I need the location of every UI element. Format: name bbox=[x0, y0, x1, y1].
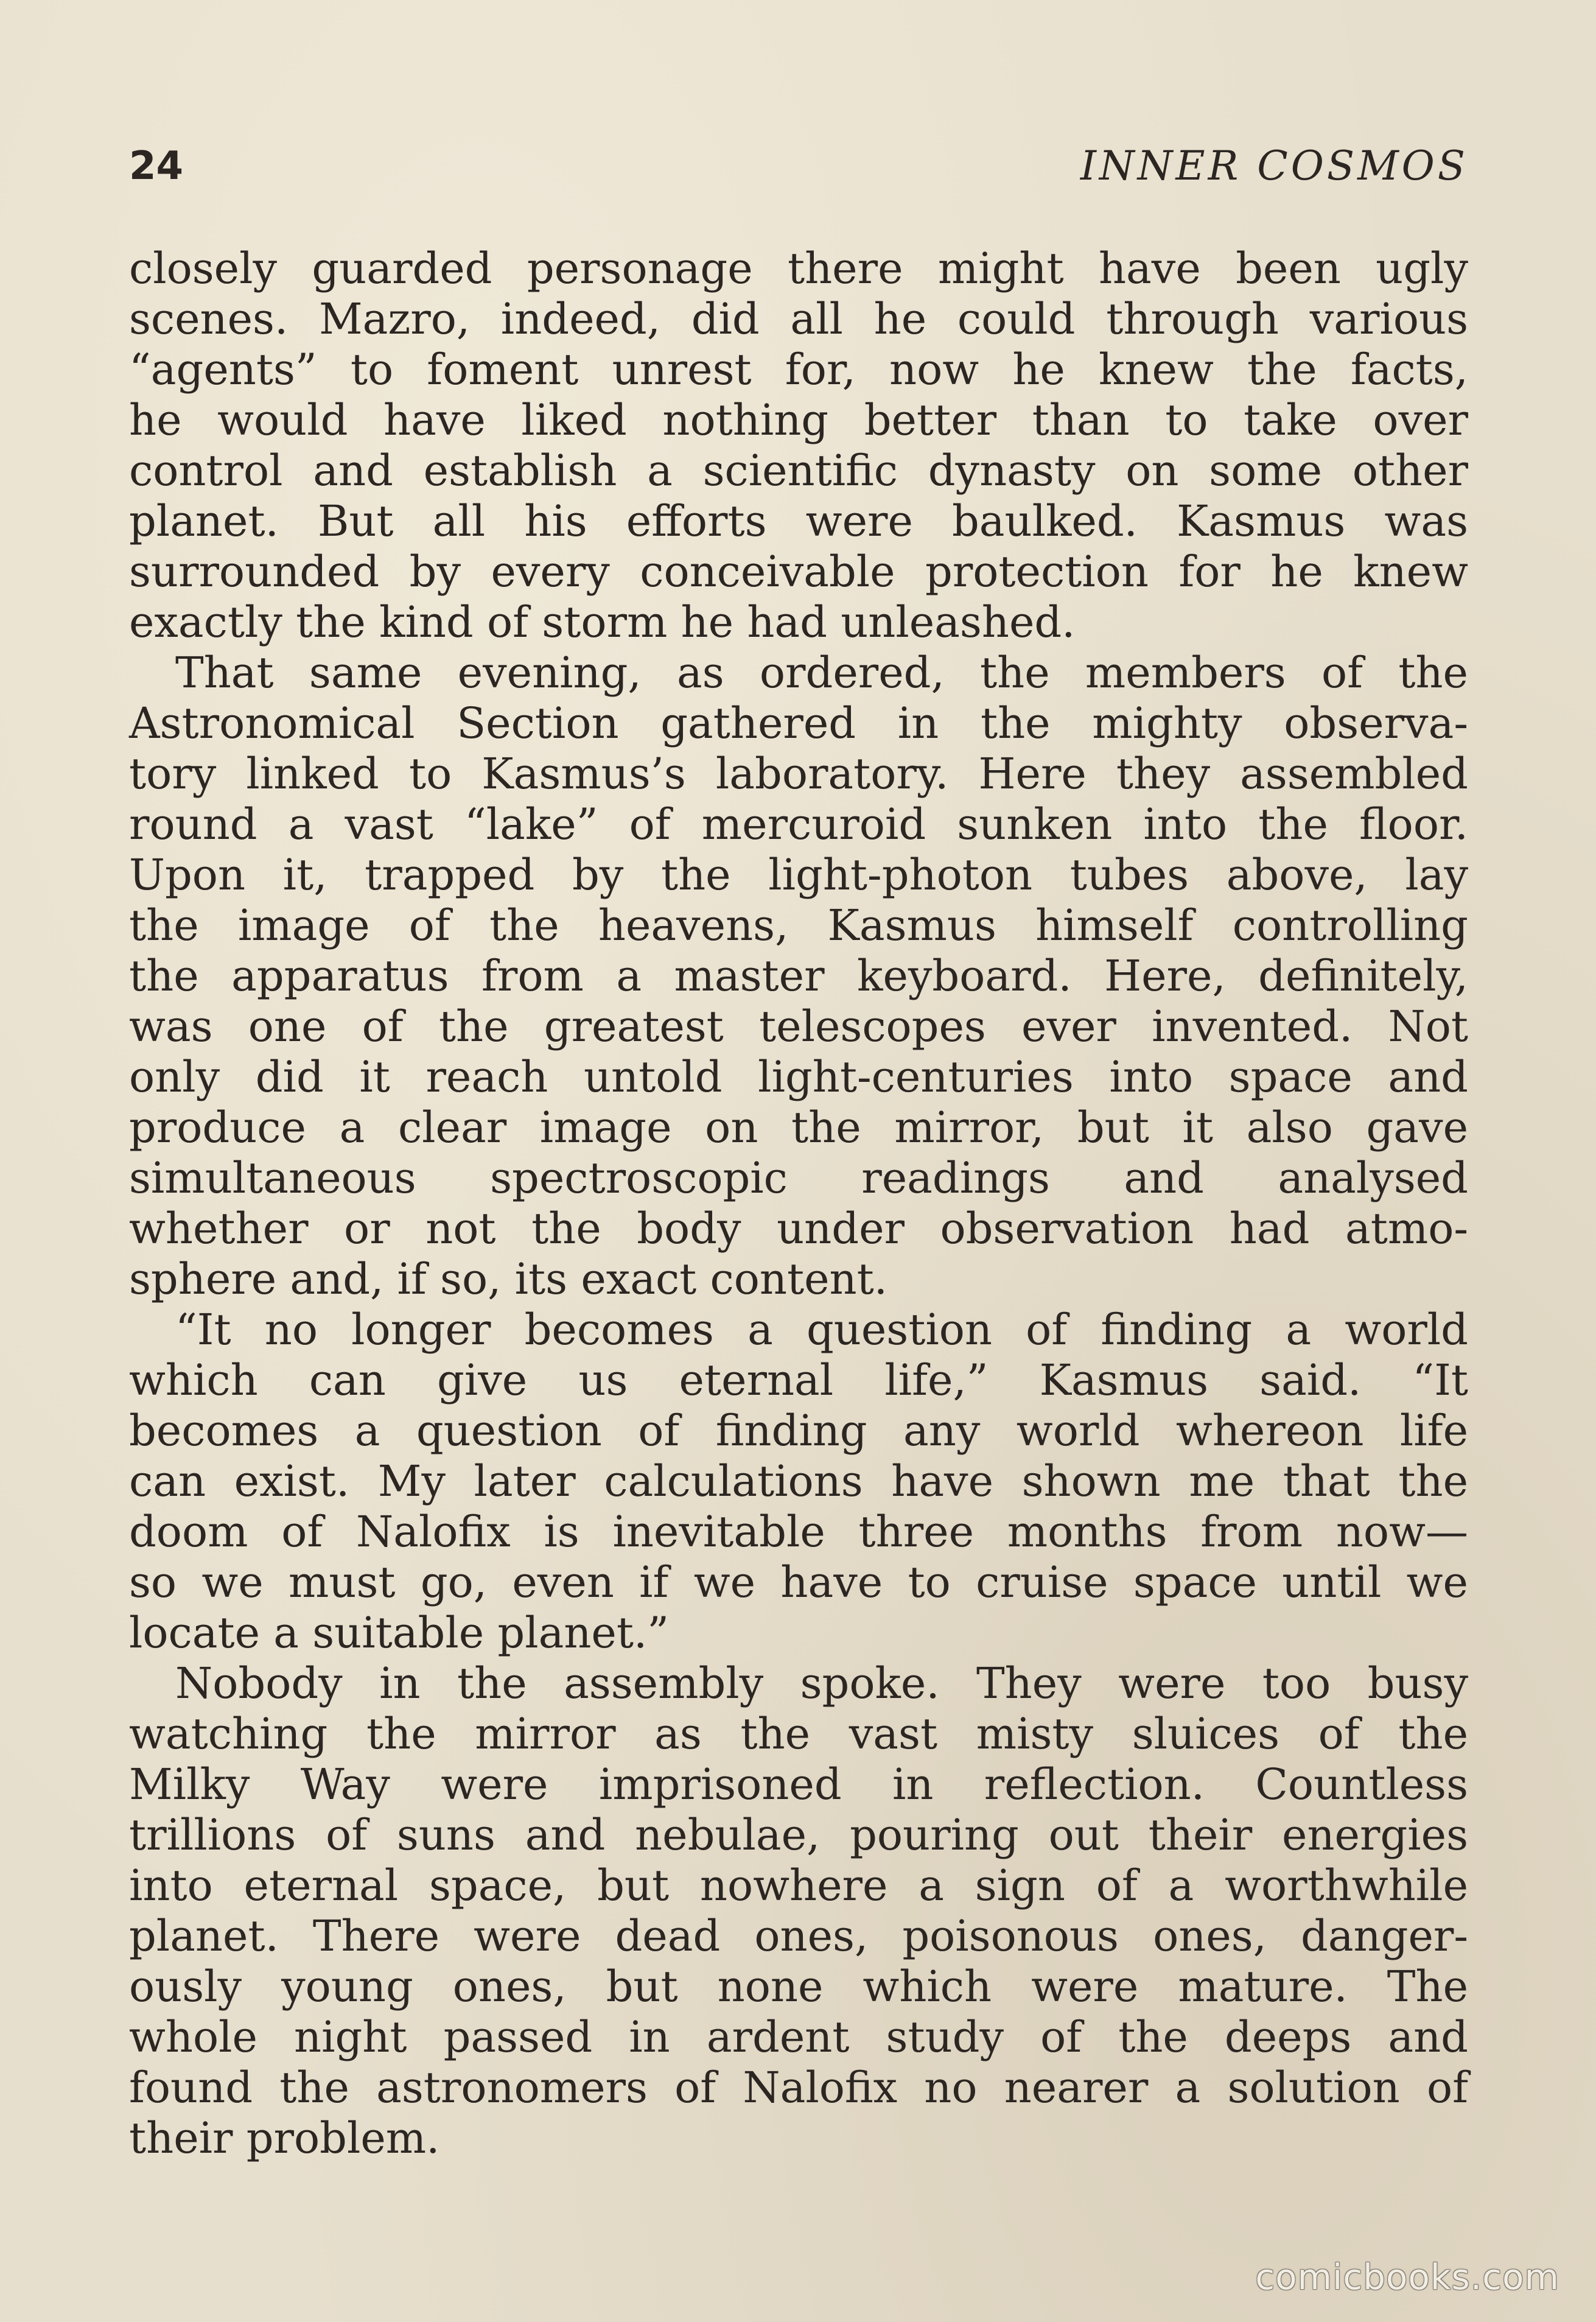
text-line: whole night passed in ardent study of the deeps and bbox=[129, 2012, 1468, 2062]
text-line: Milky Way were imprisoned in reflection. Countless bbox=[129, 1759, 1468, 1809]
text-line: ously young ones, but none which were mature. The bbox=[129, 1962, 1468, 2012]
text-line: which can give us eternal life,” Kasmus said. “It bbox=[129, 1355, 1468, 1405]
text-line: closely guarded personage there might have been ugly bbox=[129, 244, 1468, 293]
text-line: he would have liked nothing better than to take over bbox=[129, 395, 1468, 445]
text-line: found the astronomers of Nalofix no nearer a solution of bbox=[129, 2063, 1468, 2113]
running-title: INNER COSMOS bbox=[1080, 142, 1468, 189]
text-line: That same evening, as ordered, the members of the bbox=[175, 648, 1468, 698]
text-line: planet. There were dead ones, poisonous ones, danger- bbox=[129, 1911, 1468, 1961]
page-number: 24 bbox=[129, 144, 184, 189]
text-line: “agents” to foment unrest for, now he knew the facts, bbox=[129, 345, 1468, 395]
text-line: simultaneous spectroscopic readings and analysed bbox=[129, 1153, 1468, 1203]
text-line: “It no longer becomes a question of finding a world bbox=[175, 1305, 1468, 1355]
text-line: the image of the heavens, Kasmus himself controlling bbox=[129, 900, 1468, 950]
text-line: surrounded by every conceivable protection for he knew bbox=[129, 547, 1468, 597]
running-head bbox=[129, 139, 1468, 194]
text-line: planet. But all his efforts were baulked. Kasmus was bbox=[129, 496, 1468, 546]
text-line: exactly the kind of storm he had unleashed. bbox=[129, 597, 1076, 647]
text-line: locate a suitable planet.” bbox=[129, 1608, 669, 1658]
text-line: can exist. My later calculations have shown me that the bbox=[129, 1456, 1468, 1506]
text-line: trillions of suns and nebulae, pouring out their energies bbox=[129, 1810, 1468, 1860]
text-line: doom of Nalofix is inevitable three months from now— bbox=[129, 1507, 1468, 1557]
text-line: was one of the greatest telescopes ever invented. Not bbox=[129, 1001, 1468, 1051]
watermark: comicbooks.com bbox=[1255, 2256, 1559, 2298]
text-line: Astronomical Section gathered in the mighty observa- bbox=[129, 698, 1468, 748]
text-line: into eternal space, but nowhere a sign of a worthwhile bbox=[129, 1861, 1468, 1910]
text-line: produce a clear image on the mirror, but it also gave bbox=[129, 1103, 1468, 1152]
text-line: tory linked to Kasmus’s laboratory. Here they assembled bbox=[129, 749, 1468, 799]
text-line: Upon it, trapped by the light-photon tubes above, lay bbox=[129, 850, 1468, 900]
text-line: Nobody in the assembly spoke. They were too busy bbox=[175, 1658, 1468, 1708]
text-line: sphere and, if so, its exact content. bbox=[129, 1254, 887, 1304]
text-line: the apparatus from a master keyboard. Here, definitely, bbox=[129, 951, 1468, 1001]
text-line: watching the mirror as the vast misty sluices of the bbox=[129, 1709, 1468, 1759]
text-line: round a vast “lake” of mercuroid sunken into the floor. bbox=[129, 799, 1468, 849]
text-line: so we must go, even if we have to cruise space until we bbox=[129, 1557, 1468, 1607]
text-line: becomes a question of finding any world whereon life bbox=[129, 1406, 1468, 1456]
text-line: whether or not the body under observation had atmo- bbox=[129, 1204, 1468, 1254]
text-line: control and establish a scientific dynasty on some other bbox=[129, 446, 1468, 496]
text-line: scenes. Mazro, indeed, did all he could through various bbox=[129, 294, 1468, 344]
text-line: only did it reach untold light-centuries into space and bbox=[129, 1052, 1468, 1102]
body-text bbox=[129, 244, 1468, 2164]
text-line: their problem. bbox=[129, 2113, 440, 2163]
